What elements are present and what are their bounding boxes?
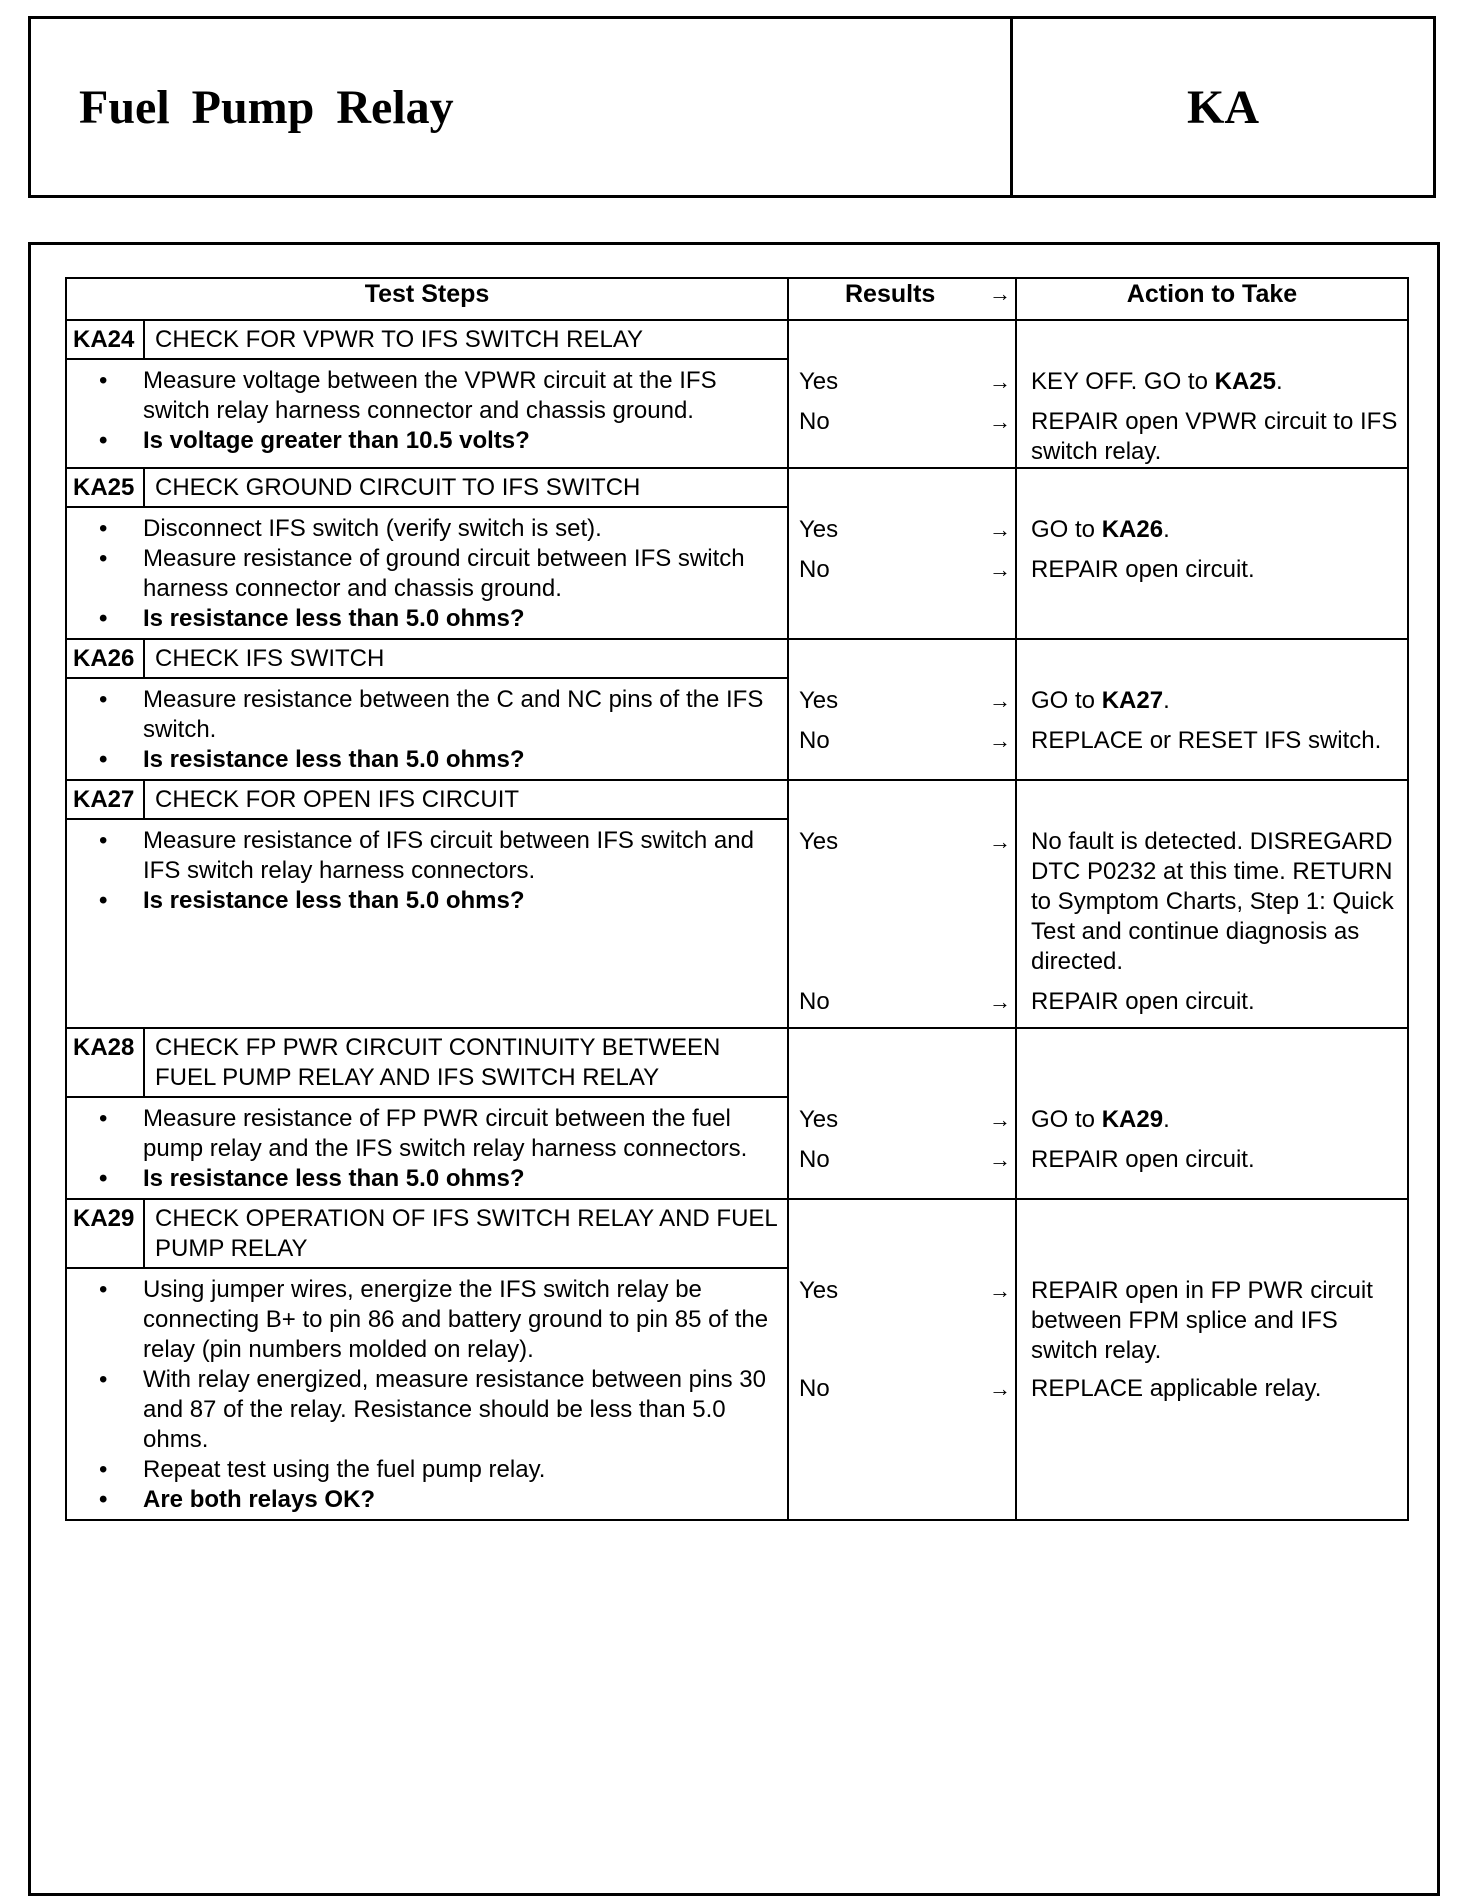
results-cell <box>788 320 1016 468</box>
step-bullet: Measure resistance between the C and NC pins of the IFS switch. <box>143 686 764 743</box>
col-header-results <box>788 278 1016 320</box>
action-no: REPLACE or RESET IFS switch. <box>1031 727 1382 754</box>
step-bullet: Measure resistance of ground circuit between IFS switch harness connector and chassis ground. <box>143 545 745 602</box>
action-no: REPAIR open circuit. <box>1031 556 1255 583</box>
table-row <box>66 320 1408 468</box>
step-cell: KA26 CHECK IFS SWITCH • Measure resistance between the C and NC pins of the IFS switch. • Is resistance less than 5.0 ohms? <box>66 639 788 780</box>
step-cell: KA24 CHECK FOR VPWR TO IFS SWITCH RELAY • Measure voltage between the VPWR circuit at the IFS switch relay harness connector and chassis ground. • Is voltage greater than 10.5 volts? <box>66 320 788 468</box>
action-yes: GO to <box>1031 687 1096 714</box>
step-question: Is resistance less than 5.0 ohms? <box>143 1165 525 1192</box>
result-no: No <box>799 408 830 435</box>
results-cell <box>788 639 1016 780</box>
step-ref: KA25 <box>1214 368 1276 395</box>
action-no: REPAIR open circuit. <box>1031 1146 1255 1173</box>
arrow-icon: → <box>989 1278 1011 1303</box>
arrow-icon: → <box>989 829 1011 854</box>
arrow-icon: → <box>989 1107 1011 1132</box>
step-bullet: With relay energized, measure resistance between pins 30 and 87 of the relay. Resistance should be less than 5.0 ohms. <box>143 1366 766 1453</box>
step-cell: KA28 CHECK FP PWR CIRCUIT CONTINUITY BETWEEN FUEL PUMP RELAY AND IFS SWITCH RELAY • Measure resistance of FP PWR circuit between the fuel pump relay and the IFS switch relay harness connectors. • Is resistance less than 5.0 ohms? <box>66 1028 788 1199</box>
action-cell <box>1016 1199 1408 1520</box>
results-cell <box>788 1028 1016 1199</box>
table-row <box>66 468 1408 639</box>
result-no: No <box>799 1146 830 1173</box>
step-cell: KA27 CHECK FOR OPEN IFS CIRCUIT • Measure resistance of IFS circuit between IFS switch and IFS switch relay harness connectors. • Is resistance less than 5.0 ohms? <box>66 780 788 1028</box>
result-no: No <box>799 1375 830 1402</box>
step-id: KA27 <box>67 781 145 818</box>
header-box <box>28 16 1436 198</box>
table-header-row <box>66 278 1408 320</box>
step-question: Is resistance less than 5.0 ohms? <box>143 746 525 773</box>
action-cell <box>1016 468 1408 639</box>
arrow-icon: → <box>989 557 1011 582</box>
step-id: KA26 <box>67 640 145 677</box>
step-bullet: Using jumper wires, energize the IFS switch relay be connecting B+ to pin 86 and battery ground to pin 85 of the relay (pin numbers molded on relay). <box>143 1276 769 1363</box>
step-cell: KA25 CHECK GROUND CIRCUIT TO IFS SWITCH • Disconnect IFS switch (verify switch is set). • Measure resistance of ground circuit between IFS switch harness connector and chassis ground. • Is resistance less than 5.0 ohms? <box>66 468 788 639</box>
results-cell <box>788 468 1016 639</box>
action-cell <box>1016 780 1408 1028</box>
col-header-steps: Test Steps <box>66 278 788 320</box>
step-bullet: Measure resistance of FP PWR circuit between the fuel pump relay and the IFS switch relay harness connectors. <box>143 1105 748 1162</box>
col-header-action: Action to Take <box>1016 278 1408 320</box>
step-question: Is resistance less than 5.0 ohms? <box>143 605 525 632</box>
step-bullet: Repeat test using the fuel pump relay. <box>143 1456 546 1483</box>
result-yes: Yes <box>799 687 839 714</box>
result-no: No <box>799 988 830 1015</box>
step-question: Is voltage greater than 10.5 volts? <box>143 427 530 454</box>
punct: . <box>1163 687 1170 714</box>
results-cell <box>788 780 1016 1028</box>
arrow-icon: → <box>989 517 1011 542</box>
step-bullet: Disconnect IFS switch (verify switch is set). <box>143 515 602 542</box>
test-steps-table <box>65 277 1409 1521</box>
step-bullet: Measure voltage between the VPWR circuit at the IFS switch relay harness connector and chassis ground. <box>143 367 717 424</box>
main-box <box>28 242 1440 1896</box>
arrow-icon: → <box>989 1147 1011 1172</box>
arrow-icon: → <box>989 989 1011 1014</box>
step-cell: KA29 CHECK OPERATION OF IFS SWITCH RELAY AND FUEL PUMP RELAY • Using jumper wires, energize the IFS switch relay be connecting B+ to pin 86 and battery ground to pin 85 of the relay (pin numbers molded on relay). • With relay energized, measure resistance between pins 30 and 87 of the relay. Resistance should be less than 5.0 ohms. • Repeat test using the fuel pump relay. • Are both relays OK? <box>66 1199 788 1520</box>
step-title: CHECK IFS SWITCH <box>155 645 385 672</box>
step-id: KA24 <box>67 321 145 358</box>
step-ref: KA29 <box>1101 1106 1164 1133</box>
results-cell <box>788 1199 1016 1520</box>
step-title: CHECK OPERATION OF IFS SWITCH RELAY AND FUEL PUMP RELAY <box>155 1205 777 1262</box>
step-ref: KA27 <box>1101 687 1164 714</box>
step-id: KA29 <box>67 1200 145 1267</box>
result-no: No <box>799 556 830 583</box>
arrow-icon: → <box>989 1376 1011 1401</box>
page-title: Fuel Pump Relay <box>31 19 1013 195</box>
section-code: KA <box>1187 80 1259 134</box>
step-title: CHECK FP PWR CIRCUIT CONTINUITY BETWEEN FUEL PUMP RELAY AND IFS SWITCH RELAY <box>155 1034 721 1091</box>
step-question: Is resistance less than 5.0 ohms? <box>143 887 525 914</box>
step-title: CHECK FOR OPEN IFS CIRCUIT <box>155 786 520 813</box>
result-no: No <box>799 727 830 754</box>
arrow-icon: → <box>989 688 1011 713</box>
action-yes: No fault is detected. DISREGARD DTC P0232 at this time. RETURN to Symptom Charts, Step 1: Quick Test and continue diagnosis as directed. <box>1031 828 1394 975</box>
punct: . <box>1163 1106 1170 1133</box>
punct: . <box>1275 368 1283 395</box>
table-row <box>66 1199 1408 1520</box>
action-cell <box>1016 320 1408 468</box>
result-yes: Yes <box>799 1106 839 1133</box>
step-ref: KA26 <box>1101 516 1164 543</box>
table-row <box>66 1028 1408 1199</box>
action-no: REPLACE applicable relay. <box>1031 1375 1322 1402</box>
step-id: KA25 <box>67 469 145 506</box>
result-yes: Yes <box>799 1277 839 1304</box>
action-cell <box>1016 639 1408 780</box>
action-cell <box>1016 1028 1408 1199</box>
table-row <box>66 639 1408 780</box>
action-no: REPAIR open circuit. <box>1031 988 1255 1015</box>
action-yes: REPAIR open in FP PWR circuit between FPM splice and IFS switch relay. <box>1031 1277 1373 1364</box>
step-question: Are both relays OK? <box>143 1486 376 1513</box>
col-header-results-label: Results <box>845 280 936 308</box>
result-yes: Yes <box>799 368 839 395</box>
result-yes: Yes <box>799 828 839 855</box>
action-no: REPAIR open VPWR circuit to IFS switch relay. <box>1031 408 1398 465</box>
action-yes: GO to <box>1031 1106 1096 1133</box>
step-title: CHECK GROUND CIRCUIT TO IFS SWITCH <box>155 474 641 501</box>
arrow-icon: → <box>989 409 1011 434</box>
action-yes: GO to <box>1031 516 1096 543</box>
step-bullet: Measure resistance of IFS circuit between IFS switch and IFS switch relay harness connectors. <box>143 827 754 884</box>
punct: . <box>1163 516 1170 543</box>
step-id: KA28 <box>67 1029 145 1096</box>
result-yes: Yes <box>799 516 839 543</box>
arrow-icon: → <box>989 281 1011 306</box>
action-yes: KEY OFF. GO to <box>1031 368 1208 395</box>
arrow-icon: → <box>989 728 1011 753</box>
arrow-icon: → <box>989 369 1011 394</box>
step-title: CHECK FOR VPWR TO IFS SWITCH RELAY <box>155 326 644 353</box>
table-row <box>66 780 1408 1028</box>
